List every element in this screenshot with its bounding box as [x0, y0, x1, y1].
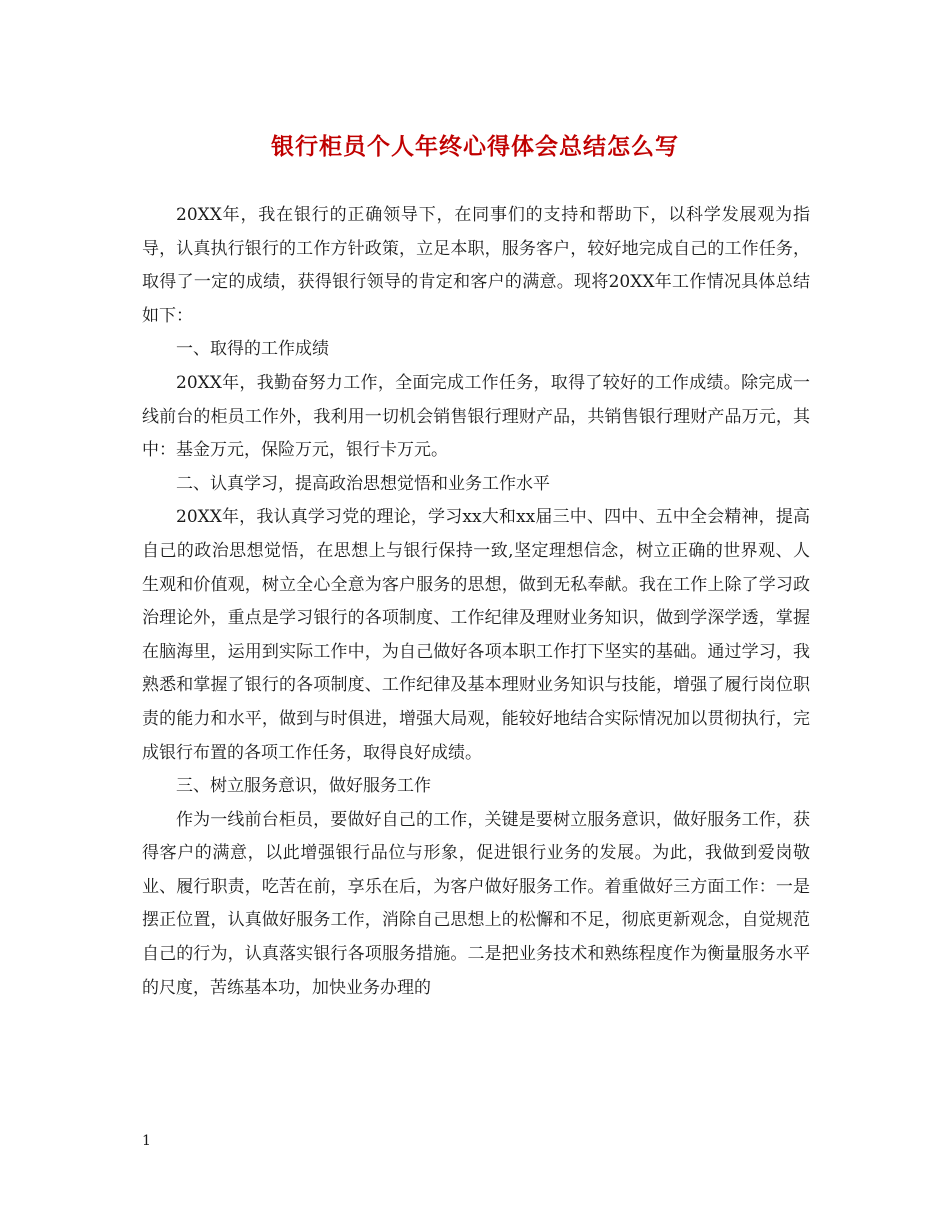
page-number: 1 [142, 1133, 151, 1149]
paragraph-achievements: 20XX年，我勤奋努力工作，全面完成工作任务，取得了较好的工作成绩。除完成一线前台的柜员工作外，我利用一切机会销售银行理财产品，共销售银行理财产品万元，其中：基金万元，保险万元，银行卡万元。 [142, 372, 810, 461]
section-heading-2: 二、认真学习，提高政治思想觉悟和业务工作水平 [176, 473, 550, 494]
document-title: 银行柜员个人年终心得体会总结怎么写 [271, 134, 679, 160]
document-body [142, 199, 810, 1005]
section-heading-3: 三、树立服务意识，做好服务工作 [176, 776, 431, 797]
paragraph-service: 作为一线前台柜员，要做好自己的工作，关键是要树立服务意识，做好服务工作，获得客户的满意，以此增强银行品位与形象，促进银行业务的发展。为此，我做到爱岗敬业、履行职责，吃苦在前，享乐在后，为客户做好服务工作。着重做好三方面工作：一是摆正位置，认真做好服务工作，消除自己思想上的松懈和不足，彻底更新观念，自觉规范自己的行为，认真落实银行各项服务措施。二是把业务技术和熟练程度作为衡量服务水平的尺度，苦练基本功，加快业务办理的 [142, 809, 810, 998]
section-heading-1: 一、取得的工作成绩 [176, 339, 329, 360]
paragraph-study: 20XX年，我认真学习党的理论，学习xx大和xx届三中、四中、五中全会精神，提高自己的政治思想觉悟，在思想上与银行保持一致,坚定理想信念，树立正确的世界观、人生观和价值观，树立全心全意为客户服务的思想，做到无私奉献。我在工作上除了学习政治理论外，重点是学习银行的各项制度、工作纪律及理财业务知识，做到学深学透，掌握在脑海里，运用到实际工作中，为自己做好各项本职工作打下坚实的基础。通过学习，我熟悉和掌握了银行的各项制度、工作纪律及基本理财业务知识与技能，增强了履行岗位职责的能力和水平，做到与时俱进，增强大局观，能较好地结合实际情况加以贯彻执行，完成银行布置的各项工作任务，取得良好成绩。 [142, 507, 810, 763]
paragraph-intro: 20XX年，我在银行的正确领导下，在同事们的支持和帮助下，以科学发展观为指导，认真执行银行的工作方针政策，立足本职，服务客户，较好地完成自己的工作任务，取得了一定的成绩，获得银行领导的肯定和客户的满意。现将20XX年工作情况具体总结如下： [142, 205, 810, 326]
